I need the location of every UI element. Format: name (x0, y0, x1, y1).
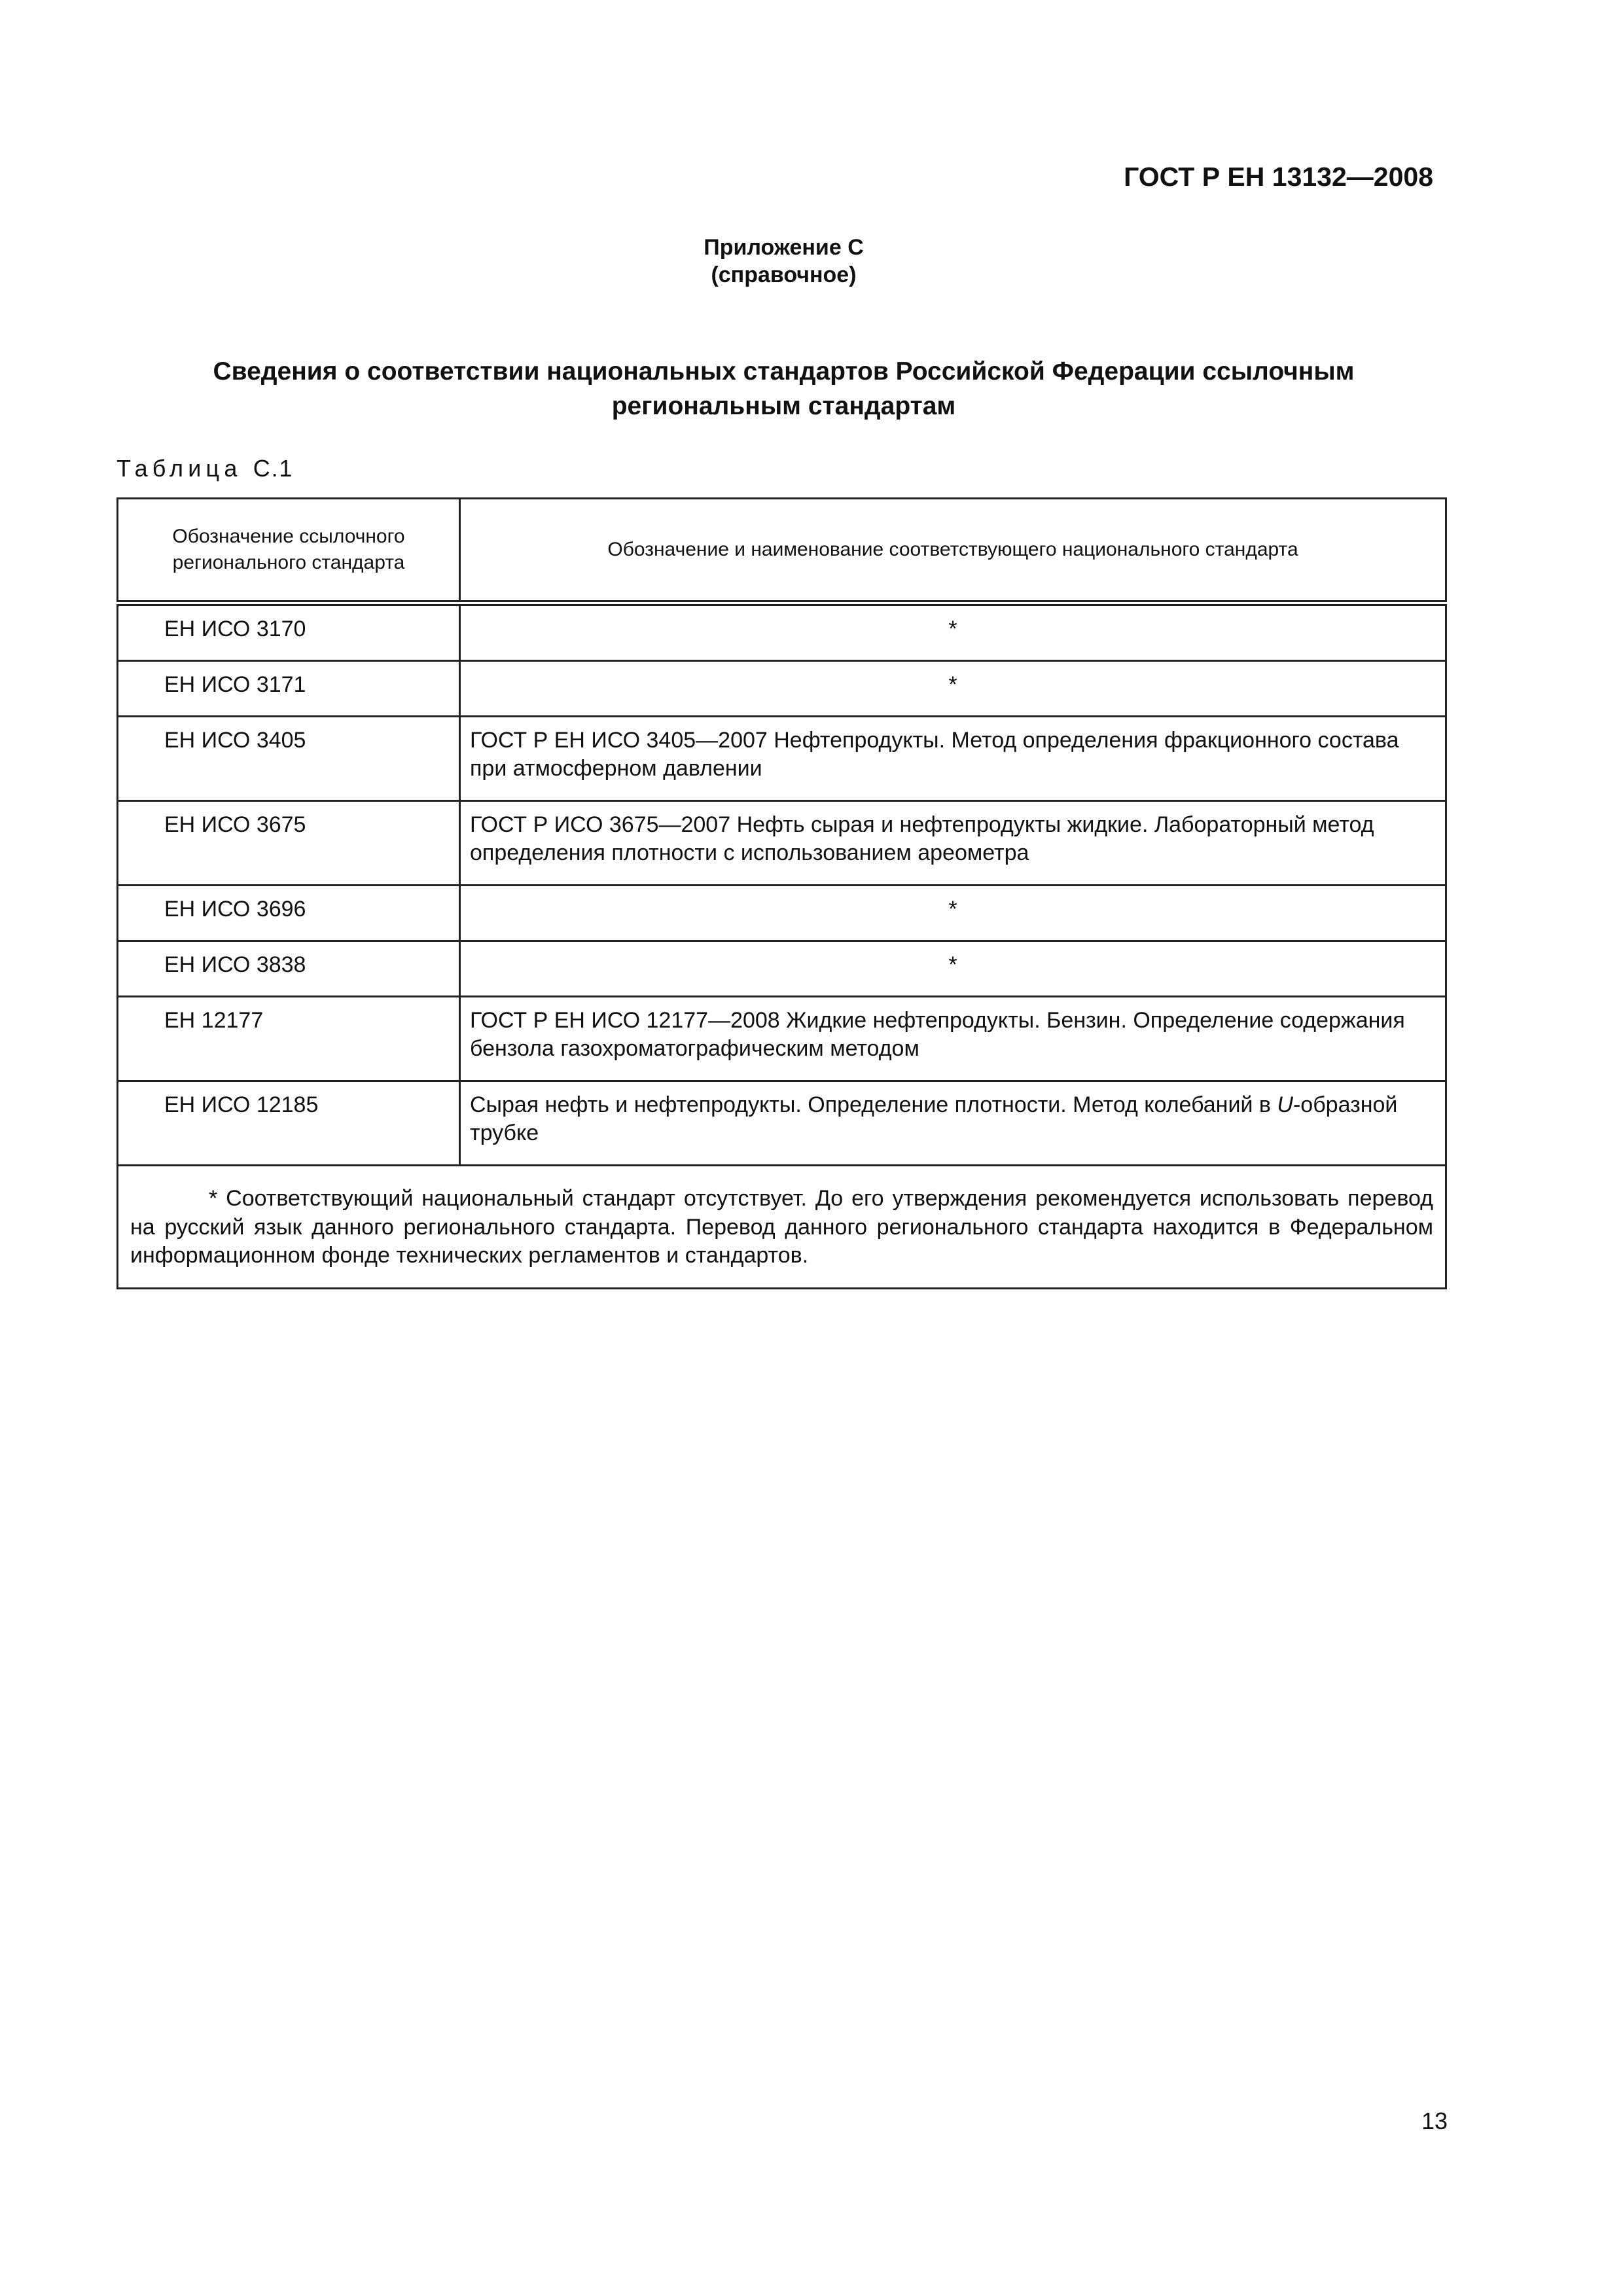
standards-correspondence-table (116, 497, 1447, 1289)
annex-kind: (справочное) (711, 262, 857, 287)
national-standard-text-part-2: -образной трубке (470, 1092, 1398, 1145)
national-standard-cell (460, 1081, 1446, 1166)
table-row (118, 603, 1446, 661)
table-row (118, 886, 1446, 941)
table-row (118, 1081, 1446, 1166)
national-standard-text-italic: U (1277, 1092, 1293, 1117)
national-standard-cell: * (460, 603, 1446, 661)
regional-code-cell: ЕН ИСО 3170 (118, 603, 460, 661)
table-header-row (118, 499, 1446, 603)
table-row (118, 717, 1446, 801)
regional-code-cell: ЕН ИСО 3675 (118, 801, 460, 886)
table-row (118, 941, 1446, 997)
regional-code-cell: ЕН ИСО 3838 (118, 941, 460, 997)
regional-code-cell: ЕН ИСО 3696 (118, 886, 460, 941)
national-standard-cell: ГОСТ Р ЕН ИСО 12177—2008 Жидкие нефтепродукты. Бензин. Определение содержания бензола газохроматографическим методом (460, 997, 1446, 1081)
column-header-regional: Обозначение ссылочного регионального стандарта (118, 499, 460, 603)
table-row (118, 801, 1446, 886)
national-standard-cell: * (460, 941, 1446, 997)
table-caption (116, 454, 293, 482)
table-row (118, 997, 1446, 1081)
section-title (118, 355, 1450, 423)
annex-title: Приложение С (704, 235, 864, 260)
table-caption-label: Таблица (116, 455, 242, 482)
national-standard-cell: ГОСТ Р ИСО 3675—2007 Нефть сырая и нефтепродукты жидкие. Лабораторный метод определения плотности с использованием ареометра (460, 801, 1446, 886)
national-standard-cell: * (460, 661, 1446, 717)
column-header-national: Обозначение и наименование соответствующего национального стандарта (460, 499, 1446, 603)
national-standard-cell: * (460, 886, 1446, 941)
regional-code-cell: ЕН ИСО 3405 (118, 717, 460, 801)
document-number: ГОСТ Р ЕН 13132—2008 (1124, 162, 1433, 192)
table-row (118, 661, 1446, 717)
table-caption-number: С.1 (253, 455, 294, 482)
national-standard-cell: ГОСТ Р ЕН ИСО 3405—2007 Нефтепродукты. Метод определения фракционного состава при атмосферном давлении (460, 717, 1446, 801)
regional-code-cell: ЕН 12177 (118, 997, 460, 1081)
section-title-line-2: региональным стандартам (611, 391, 956, 420)
section-title-line-1: Сведения о соответствии национальных стандартов Российской Федерации ссылочным (213, 357, 1355, 386)
regional-code-cell: ЕН ИСО 12185 (118, 1081, 460, 1166)
regional-code-cell: ЕН ИСО 3171 (118, 661, 460, 717)
table-footnote: * Соответствующий национальный стандарт отсутствует. До его утверждения рекомендуется использовать перевод на русский язык данного регионального стандарта. Перевод данного регионального стандарта находится в Федеральном информационном фонде технических регламентов и стандартов. (118, 1166, 1446, 1289)
page-number: 13 (1421, 2108, 1448, 2134)
national-standard-text-part-1: Сырая нефть и нефтепродукты. Определение плотности. Метод колебаний в (470, 1092, 1277, 1117)
table-footnote-row (118, 1166, 1446, 1289)
